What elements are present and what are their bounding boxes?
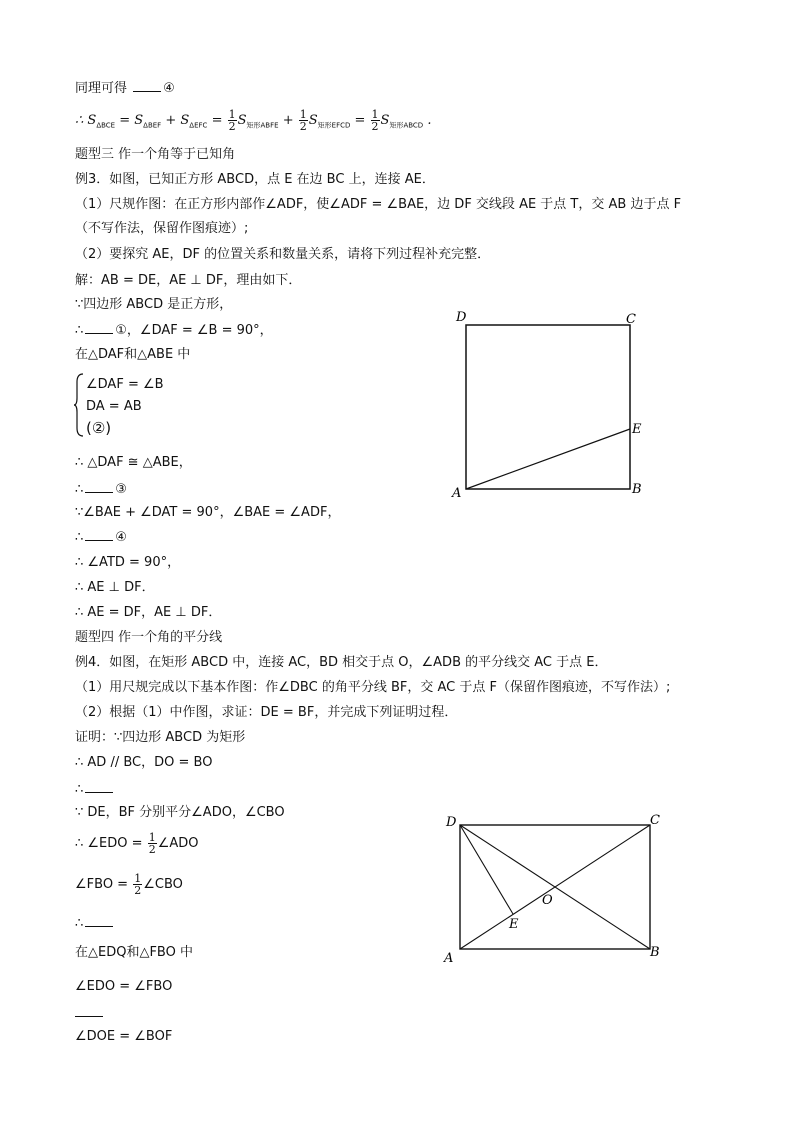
label-b: B — [650, 945, 660, 960]
text: ①，∠DAF = ∠B = 90°， — [115, 323, 273, 338]
text: 同理可得 — [75, 81, 128, 96]
answer-blank — [85, 780, 113, 793]
proof-line: ∴ △DAF ≅ △ABE， — [75, 455, 192, 470]
text: ④ — [163, 81, 175, 96]
label-e: E — [632, 422, 642, 437]
label-e: E — [509, 917, 519, 932]
example-title: 例3．如图，已知正方形 ABCD，点 E 在边 BC 上，连接 AE． — [75, 172, 435, 187]
frac-num: 1 — [228, 108, 236, 121]
answer-blank — [75, 1004, 103, 1017]
text: ∠FBO = — [75, 877, 129, 892]
proof-line: ∠FBO = $\frac{1}{2}$ ∠CBO — [75, 872, 183, 897]
label-a: A — [444, 951, 454, 966]
label-b: B — [632, 482, 642, 497]
frac-den: 2 — [228, 120, 236, 133]
brace-line: DA = AB — [86, 399, 142, 414]
proof-line — [75, 914, 115, 933]
proof-line: ∴ ∠EDO = $\frac{1}{2}$ ∠ADO — [75, 831, 199, 856]
rectangle-figure — [440, 810, 670, 970]
frac-den: 2 — [371, 120, 379, 133]
label-c: C — [626, 312, 636, 327]
question-2: （2）根据（1）中作图，求证：DE = BF，并完成下列证明过程． — [75, 705, 458, 720]
brace-line: ∠DAF = ∠B — [86, 377, 164, 392]
left-brace — [73, 372, 85, 438]
solution-line: 解：AB = DE，AE ⊥ DF，理由如下． — [75, 273, 302, 288]
label-d: D — [446, 815, 457, 830]
proof-line: ∠DOE = ∠BOF — [75, 1029, 173, 1044]
question-1: （1）用尺规完成以下基本作图：作∠DBC 的角平分线 BF，交 AC 于点 F（保留作图痕迹，不写作法）; — [75, 680, 671, 695]
answer-blank-line — [75, 1004, 103, 1023]
proof-line: ∴ AE = DF，AE ⊥ DF． — [75, 605, 222, 620]
answer-blank — [85, 528, 113, 541]
proof-line: ∵ DE，BF 分别平分∠ADO，∠CBO — [75, 805, 285, 820]
brace-line: (②) — [86, 419, 112, 437]
text: ∴ — [75, 530, 84, 545]
formula-line: ∴ $S_{\Delta BCE} = S_{\Delta BEF} + S_{\Delta EFC}$ = $\frac{1}{2}$ $S_{矩形ABFE}$ + $\frac{1}{2}$ $S_{矩形EFCD}$ = $\frac{1}{2}$ $S_{矩形ABCD}$ . — [75, 108, 432, 133]
label-c: C — [650, 813, 660, 828]
label-d: D — [456, 310, 467, 325]
frac-den: 2 — [299, 120, 307, 133]
answer-blank — [133, 79, 161, 92]
text-line — [75, 79, 175, 98]
text: ∠ADO — [157, 836, 199, 851]
proof-line — [75, 528, 127, 547]
text: ∴ — [75, 323, 84, 338]
proof-line — [75, 321, 273, 340]
text: ③ — [115, 482, 127, 497]
proof-line: ∴ AE ⊥ DF． — [75, 580, 155, 595]
segment-ae — [466, 429, 630, 489]
proof-line: ∵∠BAE + ∠DAT = 90°，∠BAE = ∠ADF， — [75, 505, 341, 520]
square-abcd — [466, 325, 630, 489]
proof-line: 在△DAF和△ABE 中 — [75, 347, 191, 362]
proof-line: 在△EDQ和△FBO 中 — [75, 945, 193, 960]
frac-num: 1 — [371, 108, 379, 121]
answer-blank — [85, 321, 113, 334]
question-1: （1）尺规作图：在正方形内部作∠ADF，使∠ADF = ∠BAE，边 DF 交线段 AE 于点 T，交 AB 边于点 F — [75, 197, 682, 212]
label-a: A — [452, 486, 462, 501]
text: ∴ ∠EDO = — [75, 836, 143, 851]
text: ∠CBO — [143, 877, 183, 892]
frac-num: 1 — [299, 108, 307, 121]
proof-line: 证明：∵四边形 ABCD 为矩形 — [75, 730, 246, 745]
section-title: 题型四 作一个角的平分线 — [75, 630, 223, 645]
example-title: 例4．如图，在矩形 ABCD 中，连接 AC，BD 相交于点 O，∠ADB 的平分线交 AC 于点 E． — [75, 655, 608, 670]
proof-line: ∠EDO = ∠FBO — [75, 979, 173, 994]
proof-line: ∵四边形 ABCD 是正方形， — [75, 297, 233, 312]
question-1-note: （不写作法，保留作图痕迹）; — [75, 221, 249, 236]
question-2: （2）要探究 AE，DF 的位置关系和数量关系，请将下列过程补充完整． — [75, 247, 491, 262]
bisector-de — [460, 825, 513, 914]
proof-line — [75, 780, 115, 799]
text: ∴ — [75, 916, 84, 931]
answer-blank — [85, 914, 113, 927]
text: ∴ — [75, 482, 84, 497]
answer-blank — [85, 480, 113, 493]
proof-line — [75, 480, 127, 499]
text: ④ — [115, 530, 127, 545]
proof-line: ∴ AD // BC，DO = BO — [75, 755, 213, 770]
text: ∴ — [75, 782, 84, 797]
square-figure — [440, 305, 660, 505]
label-o: O — [542, 893, 553, 908]
section-title: 题型三 作一个角等于已知角 — [75, 147, 236, 162]
proof-line: ∴ ∠ATD = 90°， — [75, 555, 181, 570]
